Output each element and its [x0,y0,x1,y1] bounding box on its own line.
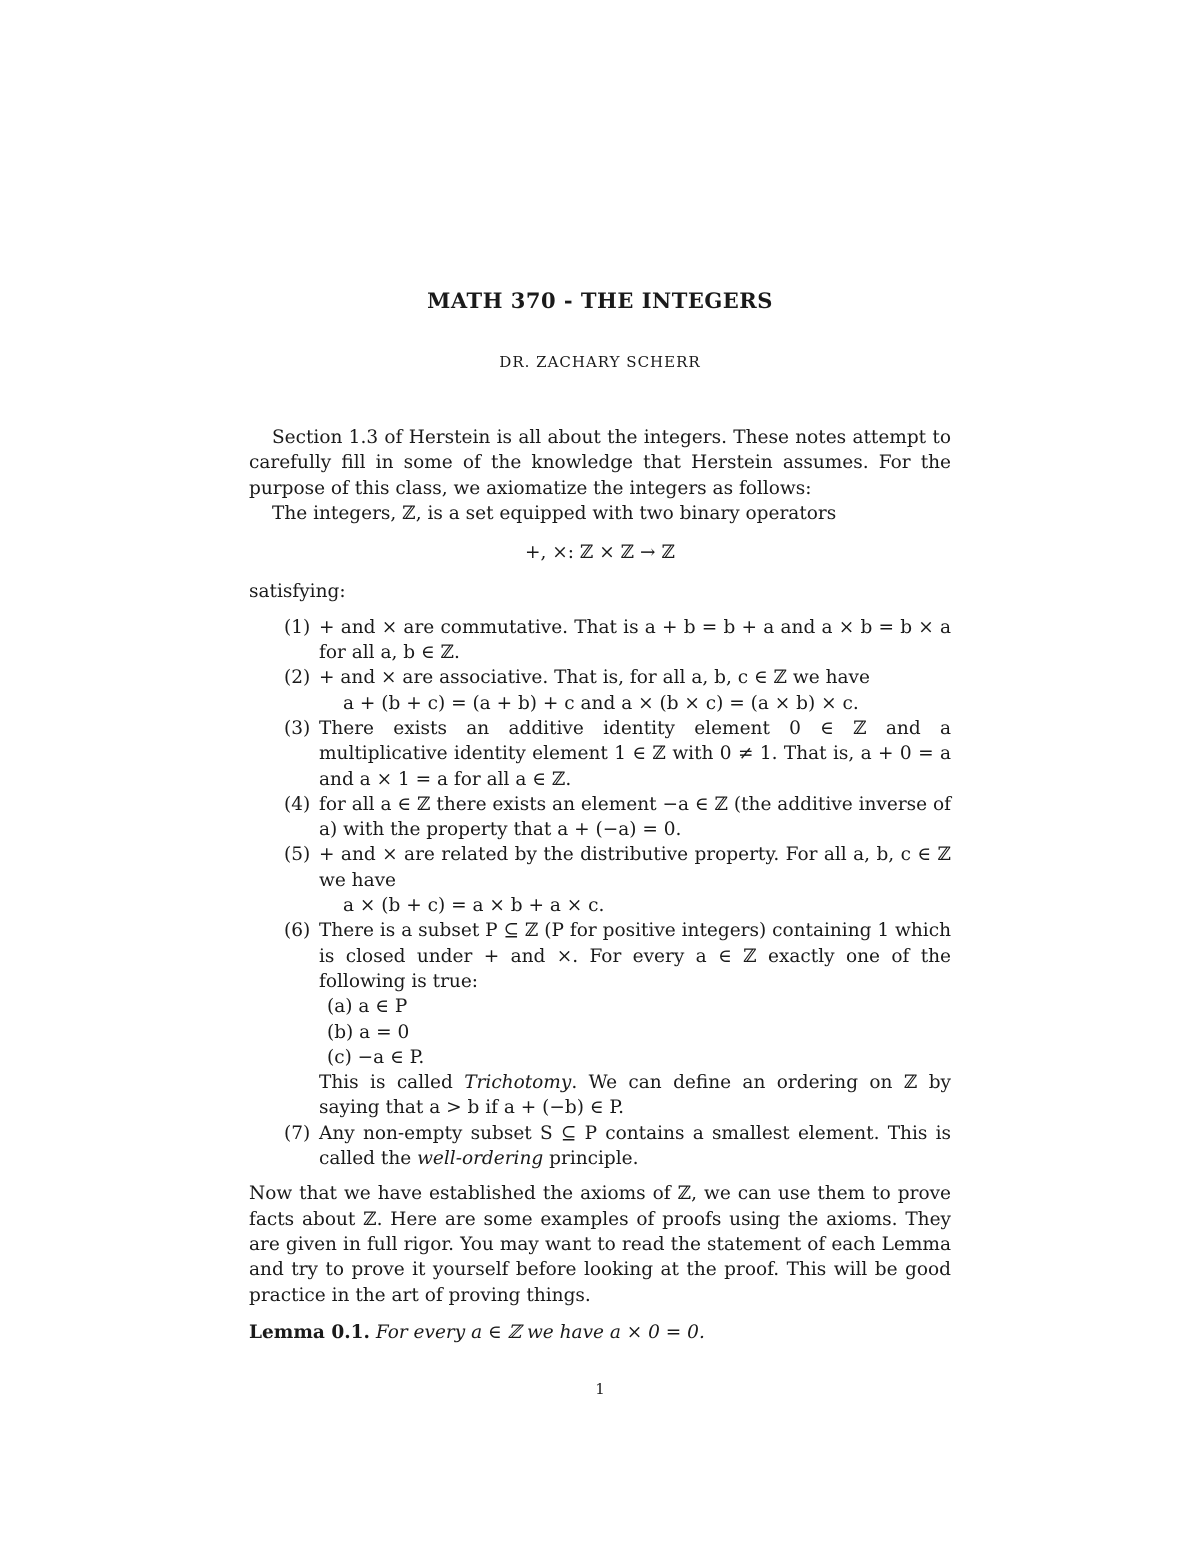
axiom-text-part: Any non-empty subset S ⊆ P contains a smallest element. This is called the [319,1122,951,1170]
axiom-text: + and × are associative. That is, for all a, b, c ∈ ℤ we have [319,667,870,689]
axiom-item [249,842,951,918]
axiom-text: There exists an additive identity element 0 ∈ ℤ and a multiplicative identity element 1 ∈ ℤ with 0 ≠ 1. That is, a + 0 = a and a × 1 = a for all a ∈ ℤ. [319,717,951,790]
axiom-text-part: principle. [543,1148,639,1170]
axiom-text: + and × are related by the distributive property. For all a, b, c ∈ ℤ we have [319,844,951,891]
axiom-number: (2) [284,667,311,689]
axiom-item [249,792,951,843]
after-paragraph: Now that we have established the axioms of ℤ, we can use them to prove facts about ℤ. Here are some examples of proofs using the axioms. They are given in full rigor. You may want to read the statement of each Lemma and try to prove it yourself before looking at the proof. This will be good practice in the art of proving things. [249,1183,951,1306]
main-body [249,425,951,1345]
axiom-item [249,918,951,1120]
satisfying-label: satisfying: [249,581,346,603]
axiom-item [249,615,951,666]
trichotomy-cases [319,994,951,1070]
intro-paragraph: Section 1.3 of Herstein is all about the integers. These notes attempt to carefully fill in some of the knowledge that Herstein assumes. For the purpose of this class, we axiomatize the integers as follows: [249,427,951,499]
integers-sentence: The integers, ℤ, is a set equipped with two binary operators [272,502,837,524]
lemma-text: For every a ∈ ℤ we have a × 0 = 0. [375,1321,705,1343]
tail-text: This is called [319,1072,465,1094]
axiom-number: (5) [284,844,311,866]
axiom-text: for all a ∈ ℤ there exists an element −a ∈ ℤ (the additive inverse of a) with the property that a + (−a) = 0. [319,793,951,841]
axiom-number: (6) [284,920,311,942]
display-equation: +, ×: ℤ × ℤ → ℤ [525,542,675,564]
axiom-text [319,1121,951,1172]
axiom-number: (3) [284,717,311,739]
emphasis-term: well-ordering [417,1148,544,1170]
axiom-item [249,716,951,792]
axiom-list [249,615,951,1172]
axiom-text: There is a subset P ⊆ ℤ (P for positive integers) containing 1 which is closed under + and ×. For every a ∈ ℤ exactly one of the following is true: [319,920,951,992]
author-line: DR. ZACHARY SCHERR [499,353,701,371]
lemma-heading: Lemma 0.1. [249,1321,370,1343]
case-item: (c) −a ∈ P. [327,1046,425,1068]
axiom-equation: a × (b + c) = a × b + a × c. [343,895,605,917]
axiom-number: (7) [284,1122,311,1144]
axiom-item [249,665,951,716]
axiom-number: (1) [284,616,311,638]
case-item: (b) a = 0 [327,1021,410,1043]
axiom-number: (4) [284,793,311,815]
tail-text: . We can define an ordering on ℤ by saying that a > b if a + (−b) ∈ P. [319,1072,952,1119]
lemma-statement [249,1320,951,1345]
axiom-tail [319,1070,951,1121]
case-item: (a) a ∈ P [327,996,408,1018]
page-title: MATH 370 - THE INTEGERS [427,288,773,313]
axiom-item [249,1121,951,1172]
axiom-equation: a + (b + c) = (a + b) + c and a × (b × c) = (a × b) × c. [343,692,859,714]
emphasis-term: Trichotomy [464,1072,572,1094]
page-number: 1 [595,1380,605,1398]
axiom-text: + and × are commutative. That is a + b = b + a and a × b = b × a for all a, b ∈ ℤ. [319,616,951,664]
